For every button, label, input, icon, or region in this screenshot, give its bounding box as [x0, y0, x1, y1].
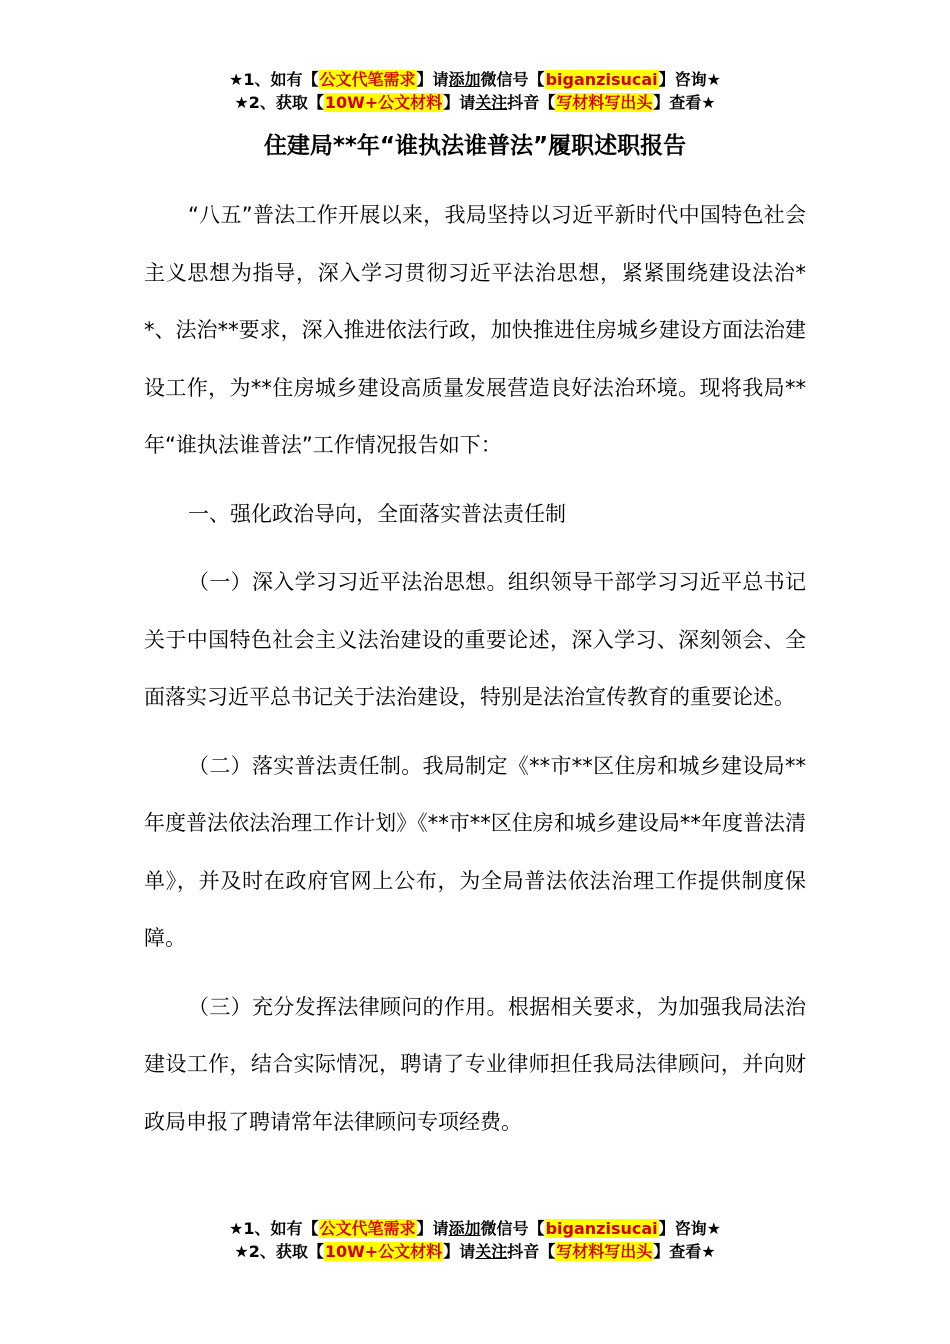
promo-underlined-text: 添加 [448, 70, 481, 89]
body-paragraph: （一）深入学习习近平法治思想。组织领导干部学习习近平总书记关于中国特色社会主义法治建设的重要论述，深入学习、深刻领会、全面落实习近平总书记关于法治建设，特别是法治宣传教育的重要论述。 [144, 570, 806, 709]
promo-text: 】咨询★ [658, 70, 721, 89]
header-promo-banner [0, 69, 950, 115]
document-title: 住建局**年“谁执法谁普法”履职述职报告 [263, 133, 687, 159]
body-paragraph: （三）充分发挥法律顾问的作用。根据相关要求，为加强我局法治建设工作，结合实际情况，聘请了专业律师担任我局法律顾问，并向财政局申报了聘请常年法律顾问专项经费。 [144, 994, 806, 1134]
promo-highlight: 公文代笔需求 [319, 1219, 416, 1238]
promo-highlight: 10W+公文材料 [324, 93, 443, 112]
promo-text: 微信号【 [480, 70, 545, 89]
promo-underlined-text: 添加 [448, 1219, 481, 1238]
promo-text: ★1、如有【 [229, 70, 319, 89]
promo-line-1 [0, 1218, 950, 1241]
promo-text: ★2、获取【 [234, 93, 324, 112]
promo-text: 抖音【 [507, 1242, 556, 1261]
promo-text: 】请 [416, 1219, 449, 1238]
promo-highlight: 公文代笔需求 [319, 70, 416, 89]
promo-text: 微信号【 [480, 1219, 545, 1238]
promo-line-2 [0, 92, 950, 115]
promo-text: 】咨询★ [658, 1219, 721, 1238]
promo-wechat-id: biganzisucai [545, 70, 658, 89]
promo-line-2 [0, 1241, 950, 1264]
promo-douyin-account: 写材料写出头 [556, 93, 653, 112]
promo-line-1 [0, 69, 950, 92]
footer-promo-banner [0, 1218, 950, 1264]
intro-paragraph: “八五”普法工作开展以来，我局坚持以习近平新时代中国特色社会主义思想为指导，深入学习贯彻习近平法治思想，紧紧围绕建设法治**、法治**要求，深入推进依法行政，加快推进住房城乡建设方面法治建设工作，为**住房城乡建设高质量发展营造良好法治环境。现将我局**年“谁执法谁普法”工作情况报告如下： [144, 203, 806, 457]
promo-text: ★1、如有【 [229, 1219, 319, 1238]
promo-text: ★2、获取【 [234, 1242, 324, 1261]
promo-wechat-id: biganzisucai [545, 1219, 658, 1238]
promo-text: 】请 [416, 70, 449, 89]
promo-underlined-text: 关注 [475, 93, 508, 112]
promo-highlight: 10W+公文材料 [324, 1242, 443, 1261]
section-heading: 一、强化政治导向，全面落实普法责任制 [188, 501, 566, 526]
body-paragraph: （二）落实普法责任制。我局制定《**市**区住房和城乡建设局**年度普法依法治理工作计划》《**市**区住房和城乡建设局**年度普法清单》，并及时在政府官网上公布，为全局普法依法治理工作提供制度保障。 [144, 753, 806, 950]
promo-text: 】请 [443, 1242, 476, 1261]
promo-text: 】请 [443, 93, 476, 112]
promo-text: 抖音【 [507, 93, 556, 112]
promo-douyin-account: 写材料写出头 [556, 1242, 653, 1261]
promo-underlined-text: 关注 [475, 1242, 508, 1261]
document-body [144, 187, 806, 1151]
promo-text: 】查看★ [653, 1242, 716, 1261]
promo-text: 】查看★ [653, 93, 716, 112]
